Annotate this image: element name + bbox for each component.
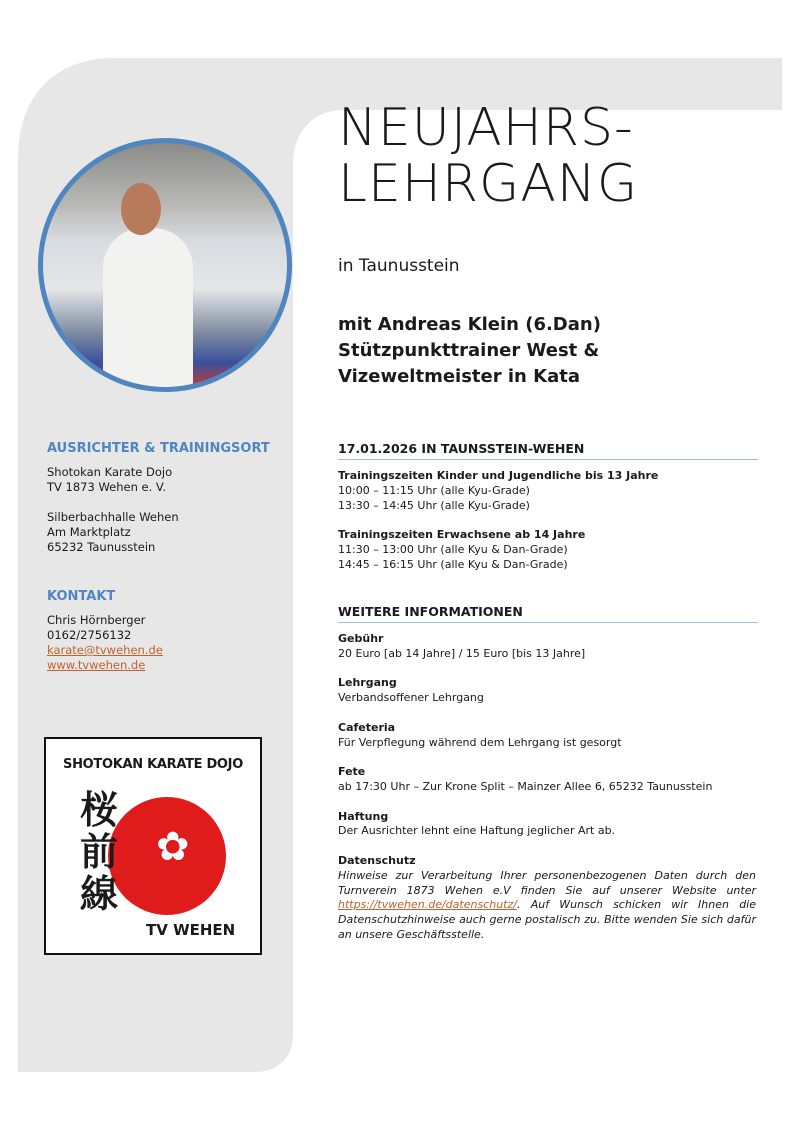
schedule-details: Trainingszeiten Kinder und Jugendliche bis 13 Jahre 10:00 – 11:15 Uhr (alle Kyu-Grade) 13:30 – 14:45 Uhr (alle Kyu-Grade) Trainingszeiten Erwachsene ab 14 Jahre 11:30 – 13:00 Uhr (alle Kyu & Dan-Grade) 14:45 – 16:15 Uhr (alle Kyu & Dan-Grade) <box>338 469 659 571</box>
organizer-heading: AUSRICHTER & TRAININGSORT <box>47 441 270 456</box>
page-title: NEUJAHRS- LEHRGANG <box>338 98 639 214</box>
email-link[interactable]: karate@tvwehen.de <box>47 643 163 657</box>
logo-kanji: 桜前線 <box>80 788 119 916</box>
logo-subtitle: TV WEHEN <box>146 921 236 939</box>
info-details: Gebühr 20 Euro [ab 14 Jahre] / 15 Euro [bis 13 Jahre] Lehrgang Verbandsoffener Lehrgang Cafeteria Für Verpflegung während dem Lehrgang ist gesorgt Fete ab 17:30 Uhr – Zur Krone Split – Mainzer Allee 6, 65232 Taunusstein Haftung Der Ausrichter lehnt eine Haftung jeglicher Art ab. Datenschutz Hinweise zur Verarbeitung Ihrer personenbezogenen Daten durch den Turnverein 1873 Wehen e.V finden Sie auf unserer Website unter https://tvwehen.de/datenschutz/. Auf Wunsch schicken wir Ihnen die Datenschutzhinweise auch gerne postalisch zu. Bitte wenden Sie sich dafür an unsere Geschäftsstelle. <box>338 632 756 941</box>
website-link[interactable]: www.tvwehen.de <box>47 658 146 672</box>
logo-title: SHOTOKAN KARATE DOJO <box>63 757 243 772</box>
contact-heading: KONTAKT <box>47 589 116 604</box>
trainer-photo <box>38 138 292 392</box>
privacy-link[interactable]: https://tvwehen.de/datenschutz/ <box>338 898 517 912</box>
location-subtitle: in Taunusstein <box>338 256 460 276</box>
schedule-heading: 17.01.2026 IN TAUNSSTEIN-WEHEN <box>338 441 758 460</box>
cherry-blossom-icon: ✿ <box>156 824 190 870</box>
dojo-logo <box>44 737 262 955</box>
info-heading: WEITERE INFORMATIONEN <box>338 604 758 623</box>
trainer-info: mit Andreas Klein (6.Dan) Stützpunkttrainer West & Vizeweltmeister in Kata <box>338 314 601 387</box>
organizer-section: AUSRICHTER & TRAININGSORT Shotokan Karate Dojo TV 1873 Wehen e. V. Silberbachhalle Wehen Am Marktplatz 65232 Taunusstein KONTAKT Chris Hörnberger 0162/2756132 karate@tvwehen.de www.tvwehen.de <box>47 441 287 673</box>
